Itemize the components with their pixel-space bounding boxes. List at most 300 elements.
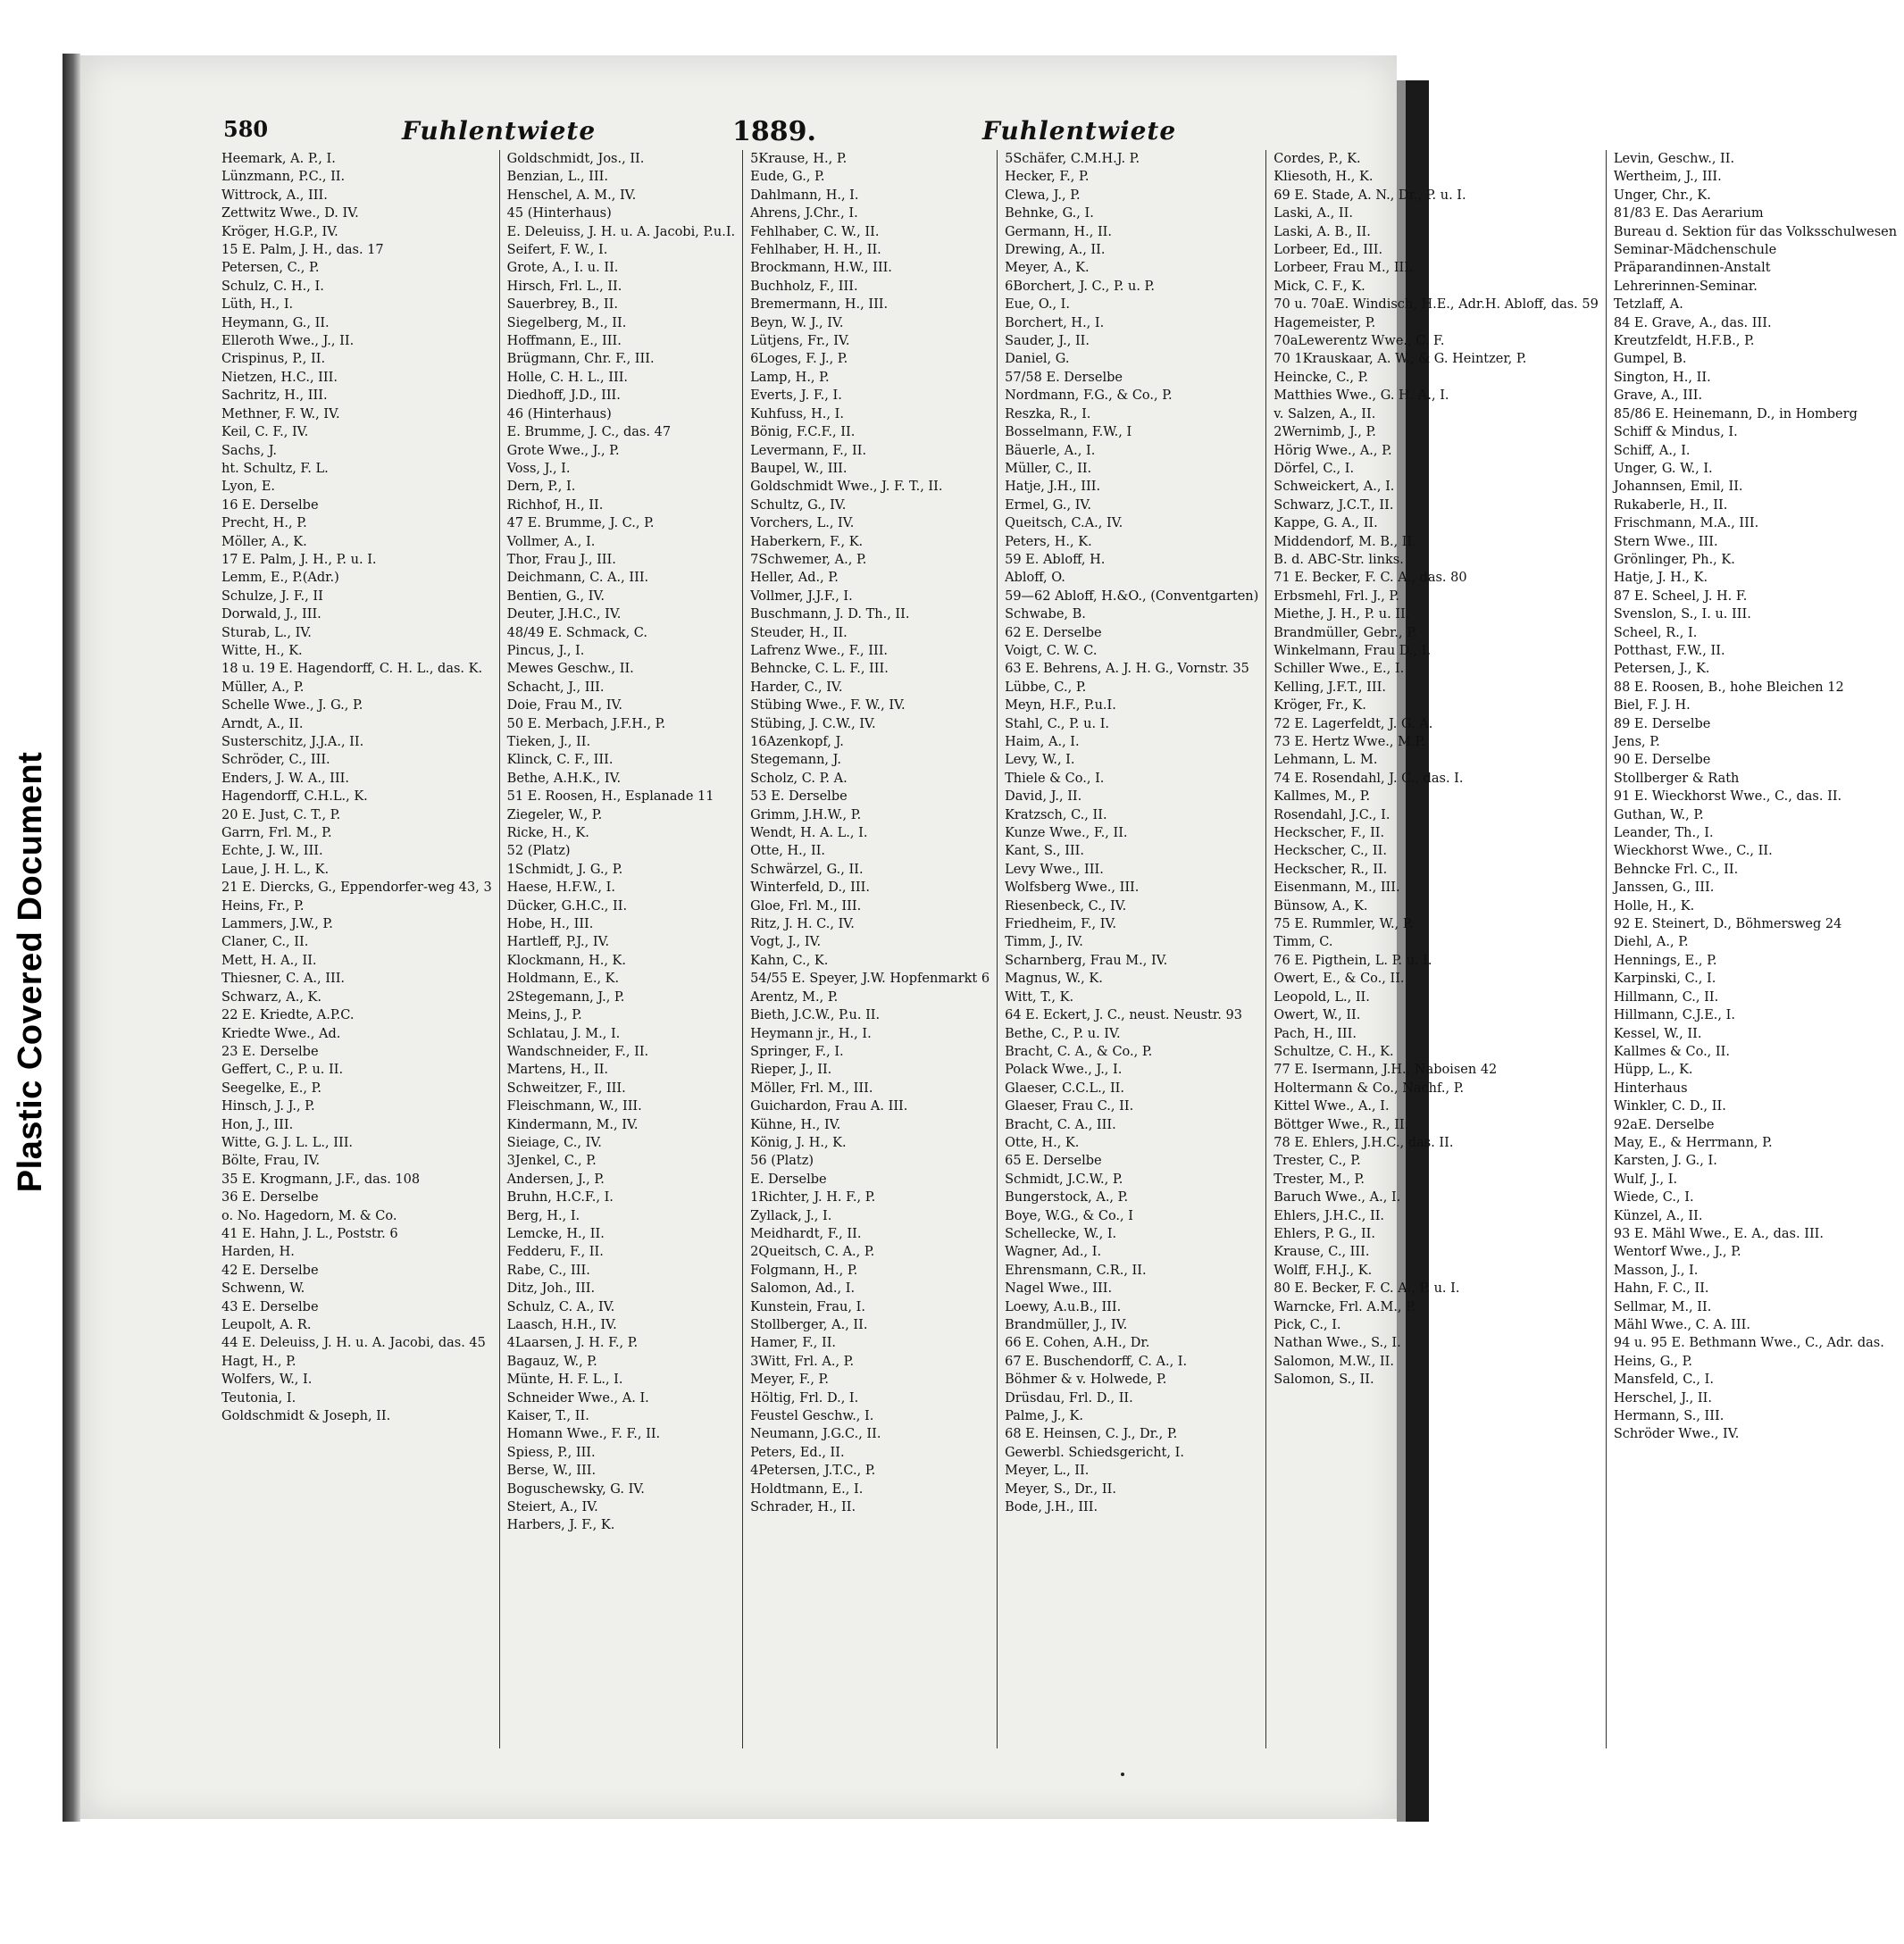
directory-entry: Otte, H., K. <box>1005 1135 1080 1150</box>
directory-entry: Deichmann, C. A., III. <box>506 571 649 586</box>
directory-entry: 80 E. Becker, F. C. A., P. u. I. <box>1274 1281 1460 1297</box>
directory-entry: Heincke, C., P. <box>1274 370 1369 385</box>
directory-entry: Thiele & Co., I. <box>1005 771 1105 786</box>
directory-entry: Drüsdau, Frl. D., II. <box>1005 1390 1133 1406</box>
directory-entry: Feustel Geschw., I. <box>750 1409 874 1424</box>
directory-entry: Susterschitz, J.J.A., II. <box>221 735 364 749</box>
directory-entry: Holle, H., K. <box>1613 898 1695 914</box>
directory-entry: Kant, S., III. <box>1005 844 1084 859</box>
directory-entry: Wandschneider, F., II. <box>506 1044 649 1059</box>
directory-entry: Bethe, C., P. u. IV. <box>1005 1026 1121 1041</box>
directory-entry: Heller, Ad., P. <box>750 571 839 586</box>
directory-entry: Haese, H.F.W., I. <box>506 880 615 896</box>
directory-entry: Meyer, A., K. <box>1005 261 1090 276</box>
directory-entry: Berse, W., III. <box>506 1464 597 1479</box>
directory-entry: Schwarz, J.C.T., II. <box>1274 497 1394 513</box>
directory-entry: Brügmann, Chr. F., III. <box>506 352 655 367</box>
directory-entry: Bruhn, H.C.F., I. <box>506 1190 614 1206</box>
directory-entry: Ehrensmann, C.R., II. <box>1005 1263 1147 1278</box>
directory-entry: 85/86 E. Heinemann, D., in Homberg <box>1613 406 1858 421</box>
directory-entry: 4Petersen, J.T.C., P. <box>750 1464 876 1479</box>
directory-entry: 69 E. Stade, A. N., Dr., P. u. I. <box>1274 188 1466 203</box>
directory-entry: Gewerbl. Schiedsgericht, I. <box>1005 1445 1184 1460</box>
directory-entry: Folgmann, H., P. <box>750 1263 858 1278</box>
directory-entry: Reszka, R., I. <box>1005 406 1091 421</box>
directory-entry: Lüth, H., I. <box>221 297 294 313</box>
directory-entry: Rieper, J., II. <box>750 1063 832 1078</box>
directory-entry: 21 E. Diercks, G., Eppendorfer-weg 43, 3 <box>221 880 492 896</box>
directory-entry: Lafrenz Wwe., F., III. <box>750 643 889 658</box>
directory-entry: 81/83 E. Das Aerarium <box>1613 206 1764 221</box>
directory-entry: Boye, W.G., & Co., I <box>1005 1208 1133 1223</box>
directory-entry: Hagt, H., P. <box>221 1354 296 1369</box>
directory-entry: Erbsmehl, Frl. J., P. <box>1274 588 1399 604</box>
directory-entry: Berg, H., I. <box>506 1208 580 1223</box>
directory-entry: Schellecke, W., I. <box>1005 1226 1117 1241</box>
directory-entry: Bremermann, H., III. <box>750 297 889 313</box>
directory-entry: 89 E. Derselbe <box>1613 716 1711 731</box>
directory-entry: Schwabe, B. <box>1005 607 1086 622</box>
directory-entry: Elleroth Wwe., J., II. <box>221 334 355 349</box>
directory-entry: Baruch Wwe., A., I. <box>1274 1190 1401 1206</box>
directory-entry: Haim, A., I. <box>1005 735 1080 749</box>
directory-entry: Pincus, J., I. <box>506 643 585 658</box>
directory-entry: Kessel, W., II. <box>1613 1026 1702 1041</box>
directory-entry: 23 E. Derselbe <box>221 1044 319 1059</box>
directory-entry: Hagendorff, C.H.L., K. <box>221 789 368 805</box>
directory-entry: Mick, C. F., K. <box>1274 279 1365 294</box>
directory-entry: 78 E. Ehlers, J.H.C., das. II. <box>1274 1135 1454 1150</box>
directory-entry: Bureau d. Sektion für das Volksschulwesen <box>1613 224 1898 239</box>
directory-column-3 <box>743 150 998 1748</box>
directory-entry: Holdtmann, E., I. <box>750 1481 864 1497</box>
directory-entry: Benzian, L., III. <box>506 170 608 185</box>
directory-entry: 84 E. Grave, A., das. III. <box>1613 315 1772 330</box>
directory-entry: Ermel, G., IV. <box>1005 497 1091 513</box>
directory-entry: Meyer, L., II. <box>1005 1464 1090 1479</box>
directory-entry: Dern, P., I. <box>506 480 576 495</box>
directory-entry: Nagel Wwe., III. <box>1005 1281 1113 1297</box>
directory-entry: 48/49 E. Schmack, C. <box>506 625 647 640</box>
directory-entry: Dücker, G.H.C., II. <box>506 898 628 914</box>
directory-entry: Salomon, M.W., II. <box>1274 1354 1394 1369</box>
directory-entry: Brockmann, H.W., III. <box>750 261 892 276</box>
directory-entry: 36 E. Derselbe <box>221 1190 319 1206</box>
directory-entry: Vogt, J., IV. <box>750 935 822 950</box>
directory-entry: Seifert, F. W., I. <box>506 243 608 258</box>
side-label-text: Plastic Covered Document <box>12 751 50 1193</box>
directory-entry: Sellmar, M., II. <box>1613 1299 1712 1314</box>
directory-entry: 64 E. Eckert, J. C., neust. Neustr. 93 <box>1005 1008 1242 1023</box>
directory-entry: Seminar-Mädchenschule <box>1613 243 1777 258</box>
directory-entry: Unger, Chr., K. <box>1613 188 1711 203</box>
directory-entry: Thiesner, C. A., III. <box>221 972 346 987</box>
directory-column-1 <box>214 150 500 1748</box>
directory-column-5 <box>1266 150 1607 1748</box>
directory-entry: Schwärzel, G., II. <box>750 862 864 877</box>
directory-entry: Doie, Frau M., IV. <box>506 698 622 713</box>
directory-entry: May, E., & Herrmann, P. <box>1613 1135 1773 1150</box>
directory-entry: 5Schäfer, C.M.H.J. P. <box>1005 152 1140 166</box>
directory-entry: Spiess, P., III. <box>506 1445 596 1460</box>
directory-entry: Hatje, J.H., III. <box>1005 480 1101 495</box>
directory-entry: Bagauz, W., P. <box>506 1354 597 1369</box>
directory-entry: Mewes Geschw., II. <box>506 662 634 677</box>
directory-entry: 45 (Hinterhaus) <box>506 206 612 221</box>
directory-entry: Sauder, J., II. <box>1005 334 1090 349</box>
directory-entry: Hamer, F., II. <box>750 1336 837 1351</box>
directory-entry: Kratzsch, C., II. <box>1005 807 1107 822</box>
directory-entry: 74 E. Rosendahl, J. C., das. I. <box>1274 771 1464 786</box>
directory-entry: Kunze Wwe., F., II. <box>1005 826 1128 841</box>
directory-entry: Kittel Wwe., A., I. <box>1274 1099 1390 1114</box>
directory-entry: Hartleff, P.J., IV. <box>506 935 610 950</box>
directory-entry: Grimm, J.H.W., P. <box>750 807 862 822</box>
directory-entry: Kuhfuss, H., I. <box>750 406 844 421</box>
directory-entry: Diehl, A., P. <box>1613 935 1689 950</box>
directory-entry: Janssen, G., III. <box>1613 880 1715 896</box>
directory-entry: Schiff, A., I. <box>1613 443 1691 458</box>
directory-entry: 94 u. 95 E. Bethmann Wwe., C., Adr. das. <box>1613 1336 1884 1351</box>
directory-entry: Biel, F. J. H. <box>1613 698 1691 713</box>
directory-entry: Steiert, A., IV. <box>506 1500 598 1515</box>
directory-entry: 90 E. Derselbe <box>1613 753 1711 768</box>
directory-entry: Schultz, G., IV. <box>750 497 847 513</box>
directory-entry: 53 E. Derselbe <box>750 789 848 805</box>
directory-entry: ht. Schultz, F. L. <box>221 461 329 476</box>
directory-entry: Karpinski, C., I. <box>1613 972 1716 987</box>
directory-entry: Schiff & Mindus, I. <box>1613 425 1738 440</box>
directory-entry: Bönig, F.C.F., II. <box>750 425 856 440</box>
directory-entry: Henschel, A. M., IV. <box>506 188 637 203</box>
directory-entry: Sachs, J. <box>221 443 277 458</box>
directory-entry: Neumann, J.G.C., II. <box>750 1427 881 1442</box>
directory-entry: Heins, G., P. <box>1613 1354 1693 1369</box>
directory-entry: Stahl, C., P. u. I. <box>1005 716 1110 731</box>
directory-column-6 <box>1607 150 1904 1748</box>
directory-entry: 4Laarsen, J. H. F., P. <box>506 1336 639 1351</box>
directory-entry: o. No. Hagedorn, M. & Co. <box>221 1208 397 1223</box>
directory-entry: Friedheim, F., IV. <box>1005 917 1117 932</box>
directory-entry: Wolfers, W., I. <box>221 1372 313 1388</box>
directory-entry: Witt, T., K. <box>1005 989 1074 1005</box>
directory-entry: Heins, Fr., P. <box>221 898 305 914</box>
directory-entry: Boguschewsky, G. IV. <box>506 1481 645 1497</box>
directory-entry: Kliesoth, H., K. <box>1274 170 1374 185</box>
directory-entry: Schröder Wwe., IV. <box>1613 1427 1740 1442</box>
directory-entry: Kriedte Wwe., Ad. <box>221 1026 341 1041</box>
directory-entry: 35 E. Krogmann, J.F., das. 108 <box>221 1172 421 1187</box>
directory-entry: Bungerstock, A., P. <box>1005 1190 1129 1206</box>
directory-entry: Palme, J., K. <box>1005 1409 1083 1424</box>
directory-entry: Stegemann, J. <box>750 753 841 768</box>
directory-entry: Bentien, G., IV. <box>506 588 605 604</box>
directory-entry: Bölte, Frau, IV. <box>221 1154 321 1169</box>
street-title-right: Fuhlentwiete <box>982 116 1177 146</box>
directory-entry: Hörig Wwe., A., P. <box>1274 443 1392 458</box>
directory-entry: Stübing Wwe., F. W., IV. <box>750 698 906 713</box>
directory-entry: Winkelmann, Frau D., I. <box>1274 643 1432 658</box>
directory-entry: Ehlers, J.H.C., II. <box>1274 1208 1385 1223</box>
directory-entry: Lemcke, H., II. <box>506 1226 605 1241</box>
directory-entry: 56 (Platz) <box>750 1154 814 1169</box>
directory-entry: Fehlhaber, C. W., II. <box>750 224 880 239</box>
directory-entry: Laue, J. H. L., K. <box>221 862 330 877</box>
directory-entry: 1Richter, J. H. F., P. <box>750 1190 876 1206</box>
directory-entry: Teutonia, I. <box>221 1390 296 1406</box>
directory-entry: Timm, C. <box>1274 935 1333 950</box>
directory-entry: Meins, J., P. <box>506 1008 582 1023</box>
directory-entry: Hinterhaus <box>1613 1080 1688 1096</box>
directory-entry: 70aLewerentz Wwe., C. F. <box>1274 334 1445 349</box>
directory-entry: Laasch, H.H., IV. <box>506 1318 617 1332</box>
directory-entry: Karsten, J. G., I. <box>1613 1154 1717 1169</box>
directory-entry: Behnke, G., I. <box>1005 206 1094 221</box>
directory-entry: 73 E. Hertz Wwe., M.P. <box>1274 735 1425 749</box>
directory-entry: Wieckhorst Wwe., C., II. <box>1613 844 1773 859</box>
directory-column-2 <box>500 150 743 1748</box>
directory-entry: 92 E. Steinert, D., Böhmersweg 24 <box>1613 917 1842 932</box>
directory-entry: Schultze, C. H., K. <box>1274 1044 1394 1059</box>
directory-entry: Ehlers, P. G., II. <box>1274 1226 1376 1241</box>
directory-entry: Leander, Th., I. <box>1613 826 1714 841</box>
directory-entry: 59—62 Abloff, H.&O., (Conventgarten) <box>1005 588 1259 604</box>
directory-entry: Masson, J., I. <box>1613 1263 1699 1278</box>
directory-entry: Ziegeler, W., P. <box>506 807 603 822</box>
directory-entry: Wulf, J., I. <box>1613 1172 1678 1187</box>
directory-entry: Dörfel, C., I. <box>1274 461 1355 476</box>
directory-entry: Kunstein, Frau, I. <box>750 1299 865 1314</box>
directory-entry: Klinck, C. F., III. <box>506 753 614 768</box>
directory-entry: Kreutzfeldt, H.F.B., P. <box>1613 334 1755 349</box>
directory-entry: Rukaberle, H., II. <box>1613 497 1728 513</box>
directory-entry: Bäuerle, A., I. <box>1005 443 1096 458</box>
directory-entry: Lehmann, L. M. <box>1274 753 1378 768</box>
directory-entry: 70 1Krauskaar, A. W., & G. Heintzer, P. <box>1274 352 1527 367</box>
directory-entry: Buschmann, J. D. Th., II. <box>750 607 910 622</box>
directory-entry: Meyer, S., Dr., II. <box>1005 1481 1116 1497</box>
directory-entry: Schrader, H., II. <box>750 1500 856 1515</box>
directory-entry: 72 E. Lagerfeldt, J. G. A. <box>1274 716 1433 731</box>
directory-entry: Lammers, J.W., P. <box>221 917 333 932</box>
directory-entry: 62 E. Derselbe <box>1005 625 1102 640</box>
directory-column-4 <box>998 150 1266 1748</box>
directory-entry: v. Salzen, A., II. <box>1274 406 1376 421</box>
directory-entry: Winterfeld, D., III. <box>750 880 870 896</box>
directory-entry: Trester, C., P. <box>1274 1154 1361 1169</box>
directory-entry: Schulz, C. H., I. <box>221 279 324 294</box>
directory-entry: Wentorf Wwe., J., P. <box>1613 1245 1741 1260</box>
directory-entry: Levermann, F., II. <box>750 443 867 458</box>
directory-entry: Heckscher, R., II. <box>1274 862 1388 877</box>
directory-entry: Schulz, C. A., IV. <box>506 1299 615 1314</box>
directory-entry: Hoffmann, E., III. <box>506 334 622 349</box>
directory-entry: Geffert, C., P. u. II. <box>221 1063 344 1078</box>
page-header <box>223 116 1259 152</box>
directory-entry: Schulze, J. F., II <box>221 588 323 604</box>
directory-entry: Holle, C. H. L., III. <box>506 370 629 385</box>
directory-entry: Herschel, J., II. <box>1613 1390 1712 1406</box>
directory-entry: Hillmann, C.J.E., I. <box>1613 1008 1735 1023</box>
directory-entry: Kindermann, M., IV. <box>506 1117 639 1132</box>
directory-entry: Schacht, J., III. <box>506 680 605 695</box>
directory-entry: Seegelke, E., P. <box>221 1080 322 1096</box>
directory-entry: Precht, H., P. <box>221 516 307 531</box>
directory-entry: 5Krause, H., P. <box>750 152 848 166</box>
directory-entry: Kelling, J.F.T., III. <box>1274 680 1386 695</box>
directory-entry: 65 E. Derselbe <box>1005 1154 1102 1169</box>
page-number: 580 <box>223 116 269 142</box>
directory-entry: Siegelberg, M., II. <box>506 315 627 330</box>
directory-entry: Klockmann, H., K. <box>506 953 626 968</box>
directory-entry: Potthast, F.W., II. <box>1613 643 1725 658</box>
directory-entry: Petersen, J., K. <box>1613 662 1710 677</box>
directory-entry: 7Schwemer, A., P. <box>750 552 867 567</box>
directory-entry: 67 E. Buschendorff, C. A., I. <box>1005 1354 1188 1369</box>
directory-entry: Rabe, C., III. <box>506 1263 590 1278</box>
directory-entry: Stollberger, A., II. <box>750 1318 868 1332</box>
directory-entry: Owert, E., & Co., II. <box>1274 972 1405 987</box>
directory-entry: 20 E. Just, C. T., P. <box>221 807 341 822</box>
directory-entry: Rosendahl, J.C., I. <box>1274 807 1390 822</box>
directory-entry: 50 E. Merbach, J.F.H., P. <box>506 716 666 731</box>
directory-entry: Ahrens, J.Chr., I. <box>750 206 858 221</box>
directory-entry: Wagner, Ad., I. <box>1005 1245 1102 1260</box>
directory-entry: 93 E. Mähl Wwe., E. A., das. III. <box>1613 1226 1825 1241</box>
directory-entry: Winkler, C. D., II. <box>1613 1099 1726 1114</box>
directory-entry: Echte, J. W., III. <box>221 844 323 859</box>
directory-entry: Schwenn, W. <box>221 1281 305 1297</box>
directory-entry: Bünsow, A., K. <box>1274 898 1368 914</box>
directory-entry: Kaiser, T., II. <box>506 1409 589 1424</box>
directory-entry: Grote, A., I. u. II. <box>506 261 619 276</box>
directory-entry: 17 E. Palm, J. H., P. u. I. <box>221 552 377 567</box>
directory-entry: Stollberger & Rath <box>1613 771 1740 786</box>
directory-entry: Schweickert, A., I. <box>1274 480 1395 495</box>
directory-entry: Heckscher, C., II. <box>1274 844 1387 859</box>
directory-entry: Martens, H., II. <box>506 1063 609 1078</box>
directory-entry: Laski, A. B., II. <box>1274 224 1371 239</box>
directory-entry: Hillmann, C., II. <box>1613 989 1719 1005</box>
directory-entry: Lübbe, C., P. <box>1005 680 1087 695</box>
directory-entry: Scharnberg, Frau M., IV. <box>1005 953 1168 968</box>
directory-entry: Goldschmidt Wwe., J. F. T., II. <box>750 480 943 495</box>
directory-entry: 2Stegemann, J., P. <box>506 989 625 1005</box>
directory-entry: 22 E. Kriedte, A.P.C. <box>221 1008 355 1023</box>
directory-entry: Hennings, E., P. <box>1613 953 1717 968</box>
directory-entry: 76 E. Pigthein, L. P. u. I. <box>1274 953 1432 968</box>
directory-entry: Salomon, S., II. <box>1274 1372 1374 1388</box>
directory-entry: 70 u. 70aE. Windisch, H.E., Adr.H. Abloff, das. 59 <box>1274 297 1599 313</box>
directory-entry: Heckscher, F., II. <box>1274 826 1385 841</box>
directory-entry: Glaeser, C.C.L., II. <box>1005 1080 1125 1096</box>
directory-entry: Owert, W., II. <box>1274 1008 1361 1023</box>
directory-entry: Krause, C., III. <box>1274 1245 1370 1260</box>
directory-entry: Schiller Wwe., E., I. <box>1274 662 1405 677</box>
directory-entry: Holdmann, E., K. <box>506 972 620 987</box>
directory-entry: Hagemeister, P. <box>1274 315 1376 330</box>
directory-entry: Behncke Frl. C., II. <box>1613 862 1739 877</box>
directory-entry: 15 E. Palm, J. H., das. 17 <box>221 243 384 258</box>
directory-entry: Bracht, C. A., & Co., P. <box>1005 1044 1153 1059</box>
directory-entry: Diedhoff, J.D., III. <box>506 388 621 404</box>
directory-entry: Zettwitz Wwe., D. IV. <box>221 206 359 221</box>
directory-entry: Daniel, G. <box>1005 352 1070 367</box>
directory-entry: Polack Wwe., J., I. <box>1005 1063 1123 1078</box>
directory-entry: 3Jenkel, C., P. <box>506 1154 597 1169</box>
directory-entry: Schwarz, A., K. <box>221 989 322 1005</box>
directory-entry: Jens, P. <box>1613 735 1660 749</box>
directory-entry: Tetzlaff, A. <box>1613 297 1683 313</box>
directory-entry: E. Deleuiss, J. H. u. A. Jacobi, P.u.I. <box>506 224 736 239</box>
directory-entry: David, J., II. <box>1005 789 1082 805</box>
directory-entry: Claner, C., II. <box>221 935 309 950</box>
directory-entry: Loewy, A.u.B., III. <box>1005 1299 1122 1314</box>
directory-entry: Möller, A., K. <box>221 534 307 549</box>
year-title: 1889. <box>732 116 816 147</box>
directory-entry: Levy Wwe., III. <box>1005 862 1104 877</box>
directory-entry: Stübing, J. C.W., IV. <box>750 716 876 731</box>
directory-entry: Kallmes, M., P. <box>1274 789 1371 805</box>
directory-entry: Salomon, Ad., I. <box>750 1281 856 1297</box>
directory-entry: Middendorf, M. B., II. <box>1274 534 1416 549</box>
directory-entry: Keil, C. F., IV. <box>221 425 309 440</box>
directory-entry: Grönlinger, Ph., K. <box>1613 552 1735 567</box>
directory-entry: Stern Wwe., III. <box>1613 534 1718 549</box>
directory-entry: 2Wernimb, J., P. <box>1274 425 1376 440</box>
directory-entry: 54/55 E. Speyer, J.W. Hopfenmarkt 6 <box>750 972 990 987</box>
directory-entry: Böhmer & v. Holwede, P. <box>1005 1372 1167 1388</box>
directory-entry: Nietzen, H.C., III. <box>221 370 338 385</box>
directory-entry: Heemark, A. P., I. <box>221 152 336 166</box>
directory-entry: Crispinus, P., II. <box>221 352 326 367</box>
directory-entry: Nathan Wwe., S., I. <box>1274 1336 1401 1351</box>
directory-entry: Voigt, C. W. C. <box>1005 643 1098 658</box>
directory-entry: Kahn, C., K. <box>750 953 829 968</box>
directory-entry: Harder, C., IV. <box>750 680 843 695</box>
directory-entry: Hon, J., III. <box>221 1117 294 1132</box>
directory-entry: 6Borchert, J. C., P. u. P. <box>1005 279 1155 294</box>
directory-entry: Hatje, J. H., K. <box>1613 571 1708 586</box>
directory-entry: 71 E. Becker, F. C. A., das. 80 <box>1274 571 1467 586</box>
directory-entry: B. d. ABC-Str. links. <box>1274 552 1404 567</box>
directory-entry: Queitsch, C.A., IV. <box>1005 516 1123 531</box>
directory-entry: Müller, C., II. <box>1005 461 1092 476</box>
directory-entry: Arndt, A., II. <box>221 716 304 731</box>
directory-entry: 52 (Platz) <box>506 844 571 859</box>
directory-entry: Kallmes & Co., II. <box>1613 1044 1730 1059</box>
directory-entry: Eue, O., I. <box>1005 297 1071 313</box>
directory-entry: Lyon, E. <box>221 480 276 495</box>
directory-entry: Hahn, F. C., II. <box>1613 1281 1709 1297</box>
directory-entry: König, J. H., K. <box>750 1135 847 1150</box>
directory-entry: Mett, H. A., II. <box>221 953 317 968</box>
directory-entry: Petersen, C., P. <box>221 261 320 276</box>
directory-entry: Brandmüller, Gebr., P. <box>1274 625 1417 640</box>
directory-entry: Kröger, H.G.P., IV. <box>221 224 338 239</box>
directory-entry: Wolfsberg Wwe., III. <box>1005 880 1140 896</box>
directory-entry: Pick, C., I. <box>1274 1318 1341 1332</box>
directory-entry: 42 E. Derselbe <box>221 1263 319 1278</box>
directory-entry: Germann, H., II. <box>1005 224 1113 239</box>
directory-entry: Andersen, J., P. <box>506 1172 605 1187</box>
directory-entry: Schlatau, J. M., I. <box>506 1026 621 1041</box>
directory-entry: Levin, Geschw., II. <box>1613 152 1735 166</box>
directory-entry: Lorbeer, Ed., III. <box>1274 243 1383 258</box>
directory-entry: Schweitzer, F., III. <box>506 1080 626 1096</box>
directory-entry: Bosselmann, F.W., I <box>1005 425 1132 440</box>
directory-columns <box>214 150 1898 1748</box>
